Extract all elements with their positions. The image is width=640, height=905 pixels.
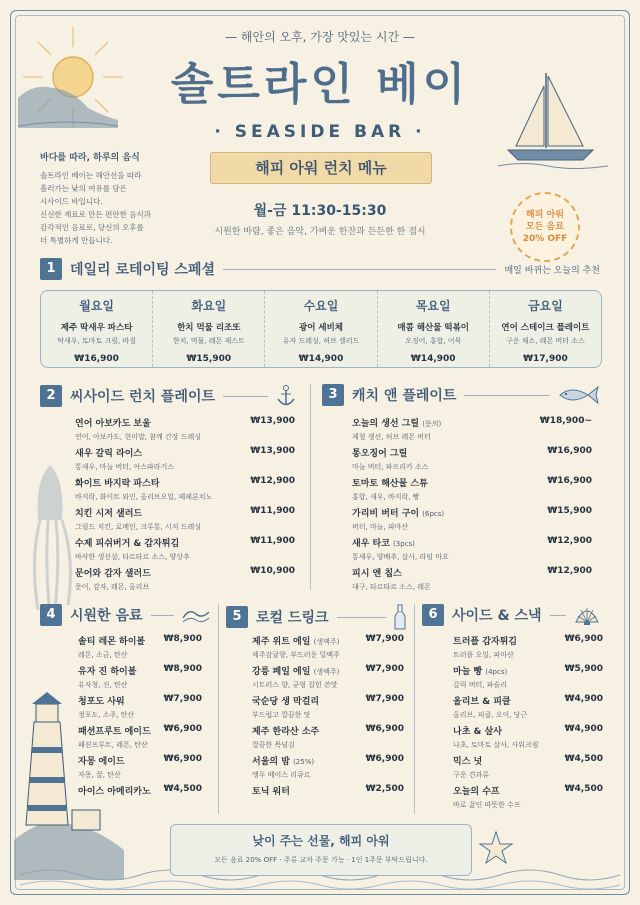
dish-name: 매콤 해산물 떡볶이 — [397, 323, 470, 333]
dish-name: 광어 세비체 — [299, 323, 344, 333]
list-item — [252, 694, 404, 724]
item-description: 홍합, 새우, 바지락, 빵 — [352, 493, 420, 501]
item-price: ₩2,500 — [365, 784, 404, 794]
list-item — [252, 754, 404, 784]
item-price: ₩8,900 — [163, 664, 202, 674]
dish-description: 딱새우, 토마토 크림, 바질 — [57, 337, 136, 345]
section-title: 캐치 앤 플레이트 — [352, 388, 457, 404]
item-name-text: 오늘의 수프 — [453, 787, 500, 797]
item-name-text: 통오징어 그릴 — [352, 449, 408, 459]
badge-line: 20% OFF — [522, 234, 568, 244]
item-name: 새우 갈릭 라이스 — [75, 449, 143, 459]
list-item — [75, 416, 295, 446]
item-name-text: 국순당 생 막걸리 — [252, 697, 320, 707]
dish-description: 구운 채소, 레몬 버터 소스 — [506, 337, 585, 345]
item-note: (문의) — [422, 420, 442, 428]
item-price: ₩7,900 — [365, 634, 404, 644]
intro-block — [40, 152, 160, 247]
fish-icon — [558, 384, 600, 406]
item-description: 제철 생선, 허브 레몬 버터 — [352, 433, 431, 441]
item-name-text: 새우 타코 — [352, 539, 390, 549]
list-item — [453, 724, 603, 754]
list-item — [252, 664, 404, 694]
item-price: ₩4,900 — [564, 694, 603, 704]
dish-name: 한치 먹물 리조또 — [177, 323, 241, 333]
item-name-text: 서울의 밤 — [252, 757, 290, 767]
list-item — [75, 536, 295, 566]
column-divider — [218, 604, 219, 814]
intro-line: 더 특별하게 만듭니다. — [40, 236, 113, 245]
dish-name: 제주 딱새우 파스타 — [60, 323, 133, 333]
dish-description: 오징어, 홍합, 어묵 — [405, 337, 462, 345]
section-number: 6 — [422, 604, 444, 626]
menu-banner: 해피 아워 런치 메뉴 — [210, 152, 432, 184]
item-price: ₩6,900 — [163, 724, 202, 734]
wave-icon — [182, 606, 210, 624]
item-note: (25%) — [293, 758, 315, 766]
happy-hour-badge — [510, 192, 580, 262]
item-name-text: 제주 한라산 소주 — [252, 727, 320, 737]
item-price: ₩13,900 — [250, 446, 295, 456]
bottle-icon — [394, 604, 406, 630]
hours-description: 시원한 바람, 좋은 음악, 가벼운 한잔과 든든한 한 접시 — [214, 227, 426, 237]
item-price: ₩18,900~ — [539, 416, 592, 426]
item-name: 유자 진 하이볼 — [78, 667, 137, 677]
item-name: 자몽 에이드 — [78, 757, 125, 767]
item-price: ₩12,900 — [547, 536, 592, 546]
item-description: 제주감귤향, 부드러운 밀맥주 — [252, 651, 340, 659]
divider — [550, 615, 566, 616]
item-description: 부드럽고 깔끔한 맛 — [252, 711, 311, 719]
item-price: ₩15,900 — [547, 506, 592, 516]
list-item — [75, 566, 295, 596]
page-title: 솔트라인 베이 — [170, 59, 470, 110]
dish-price: ₩17,900 — [523, 354, 568, 364]
section-title: 데일리 로테이팅 스페셜 — [70, 262, 215, 278]
day-card — [378, 291, 490, 367]
item-description: 깔끔한 목넘김 — [252, 741, 295, 749]
divider — [223, 269, 496, 270]
list-item — [352, 536, 592, 566]
item-note: (생맥주) — [313, 638, 340, 646]
list-item — [78, 664, 202, 694]
item-price: ₩6,900 — [564, 634, 603, 644]
item-description: 트러플 오일, 파마산 — [453, 651, 514, 659]
day-card — [41, 291, 153, 367]
item-price: ₩6,900 — [365, 754, 404, 764]
list-item — [78, 724, 202, 754]
list-item — [252, 784, 404, 814]
dish-description: 유자 드레싱, 허브 샐러드 — [282, 337, 360, 345]
section-title: 씨사이드 런치 플레이트 — [70, 389, 215, 405]
intro-line: 흘러가는 낮의 여유를 담은 — [40, 184, 127, 193]
item-price: ₩4,500 — [163, 784, 202, 794]
section-title: 로컬 드링크 — [256, 610, 329, 626]
section-number: 4 — [40, 604, 62, 626]
list-item — [252, 724, 404, 754]
dish-price: ₩14,900 — [298, 354, 344, 364]
dish-price: ₩16,900 — [74, 354, 119, 364]
list-item — [453, 784, 603, 814]
item-description: 구운 견과류 — [453, 771, 490, 779]
item-name: 수제 피쉬버거 & 감자튀김 — [75, 539, 180, 549]
item-price: ₩7,900 — [365, 664, 404, 674]
daily-specials — [40, 290, 602, 368]
item-note: (6pcs) — [422, 510, 445, 518]
item-name-text: 믹스 넛 — [453, 757, 483, 767]
item-price: ₩7,900 — [365, 694, 404, 704]
dish-price: ₩15,900 — [186, 354, 232, 364]
item-description: 바로 끓인 따뜻한 수프 — [453, 801, 521, 809]
hours: 월-금 11:30-15:30 — [253, 203, 387, 219]
item-name-text: 올리브 & 피클 — [453, 697, 511, 707]
item-price: ₩4,900 — [564, 724, 603, 734]
list-item — [252, 634, 404, 664]
section-note: 매일 바뀌는 오늘의 추천 — [504, 265, 600, 276]
item-name-text: 토마토 해산물 스튜 — [352, 479, 428, 489]
item-price: ₩6,900 — [365, 724, 404, 734]
section-catch-header — [322, 384, 600, 406]
item-description: 바지락, 화이트 와인, 올리브오일, 페페론치노 — [75, 493, 213, 501]
item-price: ₩7,900 — [163, 694, 202, 704]
footer-box — [170, 824, 472, 876]
item-description: 레몬, 소금, 탄산 — [78, 651, 128, 659]
item-description: 패션프루트, 레몬, 탄산 — [78, 741, 148, 749]
item-name-text: 피시 앤 칩스 — [352, 569, 402, 579]
item-description: 통새우, 마늘 버터, 아스파라거스 — [75, 463, 175, 471]
item-name: 화이트 바지락 파스타 — [75, 479, 160, 489]
squid-icon — [20, 460, 80, 620]
day-card — [153, 291, 265, 367]
dish-name: 연어 스테이크 플레이트 — [501, 323, 590, 333]
item-description: 통새우, 양배추, 살사, 라임 마요 — [352, 553, 449, 561]
divider — [151, 615, 175, 616]
item-price: ₩12,900 — [547, 566, 592, 576]
item-description: 올리브, 피클, 오이, 당근 — [453, 711, 528, 719]
list-item — [75, 506, 295, 536]
day-name: 금요일 — [528, 299, 563, 313]
divider — [223, 396, 268, 397]
item-note: (3pcs) — [393, 540, 415, 548]
item-price: ₩11,900 — [250, 506, 295, 516]
intro-line: 신선한 재료로 만든 편안한 음식과 — [40, 210, 151, 219]
item-description: 바삭한 생선살, 타르타르 소스, 양상추 — [75, 553, 190, 561]
intro-line: 솔트라인 베이는 해안선을 따라 — [40, 171, 142, 180]
item-name-text: 가리비 버터 구이 — [352, 509, 420, 519]
section-number: 3 — [322, 384, 344, 406]
list-item — [453, 634, 603, 664]
item-name-text: 강릉 페일 에일 — [252, 667, 311, 677]
day-name: 목요일 — [415, 299, 451, 313]
badge-line: 모든 음료 — [526, 222, 564, 232]
item-name: 아이스 아메리카노 — [78, 787, 151, 797]
day-card — [490, 291, 601, 367]
item-price: ₩5,900 — [564, 664, 603, 674]
item-name: 솔티 레몬 하이볼 — [78, 637, 146, 647]
section-number: 5 — [226, 606, 248, 628]
dish-description: 한치, 먹물, 레몬 제스트 — [172, 337, 245, 345]
page-subtitle: · SEASIDE BAR · — [214, 122, 426, 142]
list-item — [352, 446, 592, 476]
item-description: 청포도, 소주, 탄산 — [78, 711, 135, 719]
footer-title: 낮이 주는 선물, 해피 아워 — [252, 834, 390, 848]
section-daily-header — [40, 258, 600, 280]
intro-title: 바다를 따라, 하루의 음식 — [40, 153, 140, 163]
item-name-text: 나초 & 살사 — [453, 727, 502, 737]
section-title: 시원한 음료 — [70, 608, 143, 624]
item-description: 자몽, 꿀, 탄산 — [78, 771, 121, 779]
local-drinks-list — [252, 634, 404, 814]
day-name: 화요일 — [191, 299, 227, 313]
item-description: 나초, 토마토 살사, 사워크림 — [453, 741, 539, 749]
item-price: ₩16,900 — [547, 446, 592, 456]
section-local-header — [226, 604, 406, 630]
item-price: ₩12,900 — [250, 476, 295, 486]
section-number: 2 — [40, 385, 62, 407]
item-price: ₩4,500 — [564, 784, 603, 794]
section-title: 사이드 & 스낵 — [452, 608, 542, 624]
list-item — [75, 476, 295, 506]
day-name: 수요일 — [303, 299, 339, 313]
item-name: 치킨 시저 샐러드 — [75, 509, 143, 519]
section-seaside-header — [40, 384, 296, 408]
intro-line: 시사이드 바입니다. — [40, 197, 103, 206]
item-price: ₩10,900 — [250, 566, 295, 576]
seaside-list — [75, 416, 295, 596]
section-drinks-header — [40, 604, 210, 626]
footer-note: 모든 음료 20% OFF · 주류 교차 주문 가능 · 1인 1주문 부탁드립니다. — [214, 856, 428, 864]
item-price: ₩16,900 — [547, 476, 592, 486]
list-item — [352, 416, 592, 446]
shell-icon — [574, 604, 600, 626]
item-description: 갈릭 버터, 파슬리 — [453, 681, 508, 689]
sides-list — [453, 634, 603, 814]
list-item — [78, 784, 202, 814]
day-name: 월요일 — [79, 299, 114, 313]
list-item — [78, 694, 202, 724]
item-name-text: 마늘 빵 — [453, 667, 483, 677]
item-description: 유자청, 진, 탄산 — [78, 681, 128, 689]
section-sides-header — [422, 604, 600, 626]
item-name-text: 오늘의 생선 그릴 — [352, 419, 420, 429]
item-note: (생맥주) — [313, 668, 340, 676]
item-name-text: 토닉 워터 — [252, 787, 290, 797]
item-description: 그릴드 치킨, 로메인, 크루통, 시저 드레싱 — [75, 523, 201, 531]
item-description: 대구, 타르타르 소스, 레몬 — [352, 583, 431, 591]
item-price: ₩8,900 — [163, 634, 202, 644]
column-divider — [414, 604, 415, 814]
item-name-text: 트러플 감자튀김 — [453, 637, 517, 647]
divider — [464, 395, 550, 396]
divider — [337, 617, 387, 618]
drinks-list — [78, 634, 202, 814]
list-item — [352, 566, 592, 596]
day-card — [265, 291, 377, 367]
starfish-icon — [478, 830, 514, 866]
item-description: 앵두 베이스 리큐르 — [252, 771, 311, 779]
badge-line: 해피 아워 — [526, 210, 564, 220]
item-price: ₩6,900 — [163, 754, 202, 764]
list-item — [75, 446, 295, 476]
catch-list — [352, 416, 592, 596]
item-price: ₩11,900 — [250, 536, 295, 546]
item-name: 문어와 감자 샐러드 — [75, 569, 151, 579]
list-item — [453, 754, 603, 784]
item-name-text: 제주 위트 에일 — [252, 637, 311, 647]
item-name: 패션프루트 에이드 — [78, 727, 151, 737]
item-note: (4pcs) — [485, 668, 508, 676]
list-item — [78, 754, 202, 784]
item-description: 버터, 마늘, 파마산 — [352, 523, 409, 531]
tagline: — 해안의 오후, 가장 맛있는 시간 — — [225, 30, 415, 44]
dish-price: ₩14,900 — [410, 354, 456, 364]
list-item — [352, 476, 592, 506]
anchor-icon — [276, 384, 296, 408]
list-item — [453, 664, 603, 694]
item-price: ₩13,900 — [250, 416, 295, 426]
item-description: 연어, 아보카도, 현미밥, 참깨 간장 드레싱 — [75, 433, 201, 441]
list-item — [352, 506, 592, 536]
list-item — [453, 694, 603, 724]
item-name: 청포도 사워 — [78, 697, 125, 707]
section-number: 1 — [40, 258, 62, 280]
item-name: 연어 아보카도 보울 — [75, 419, 151, 429]
item-price: ₩4,500 — [564, 754, 603, 764]
column-divider — [310, 384, 311, 590]
item-description: 시트러스 향, 균형 잡힌 쓴맛 — [252, 681, 338, 689]
item-description: 문어, 감자, 레몬, 올리브 — [75, 583, 150, 591]
intro-line: 감각적인 음료로, 당신의 오후를 — [40, 223, 144, 232]
list-item — [78, 634, 202, 664]
item-description: 마늘 버터, 파프리카 소스 — [352, 463, 429, 471]
